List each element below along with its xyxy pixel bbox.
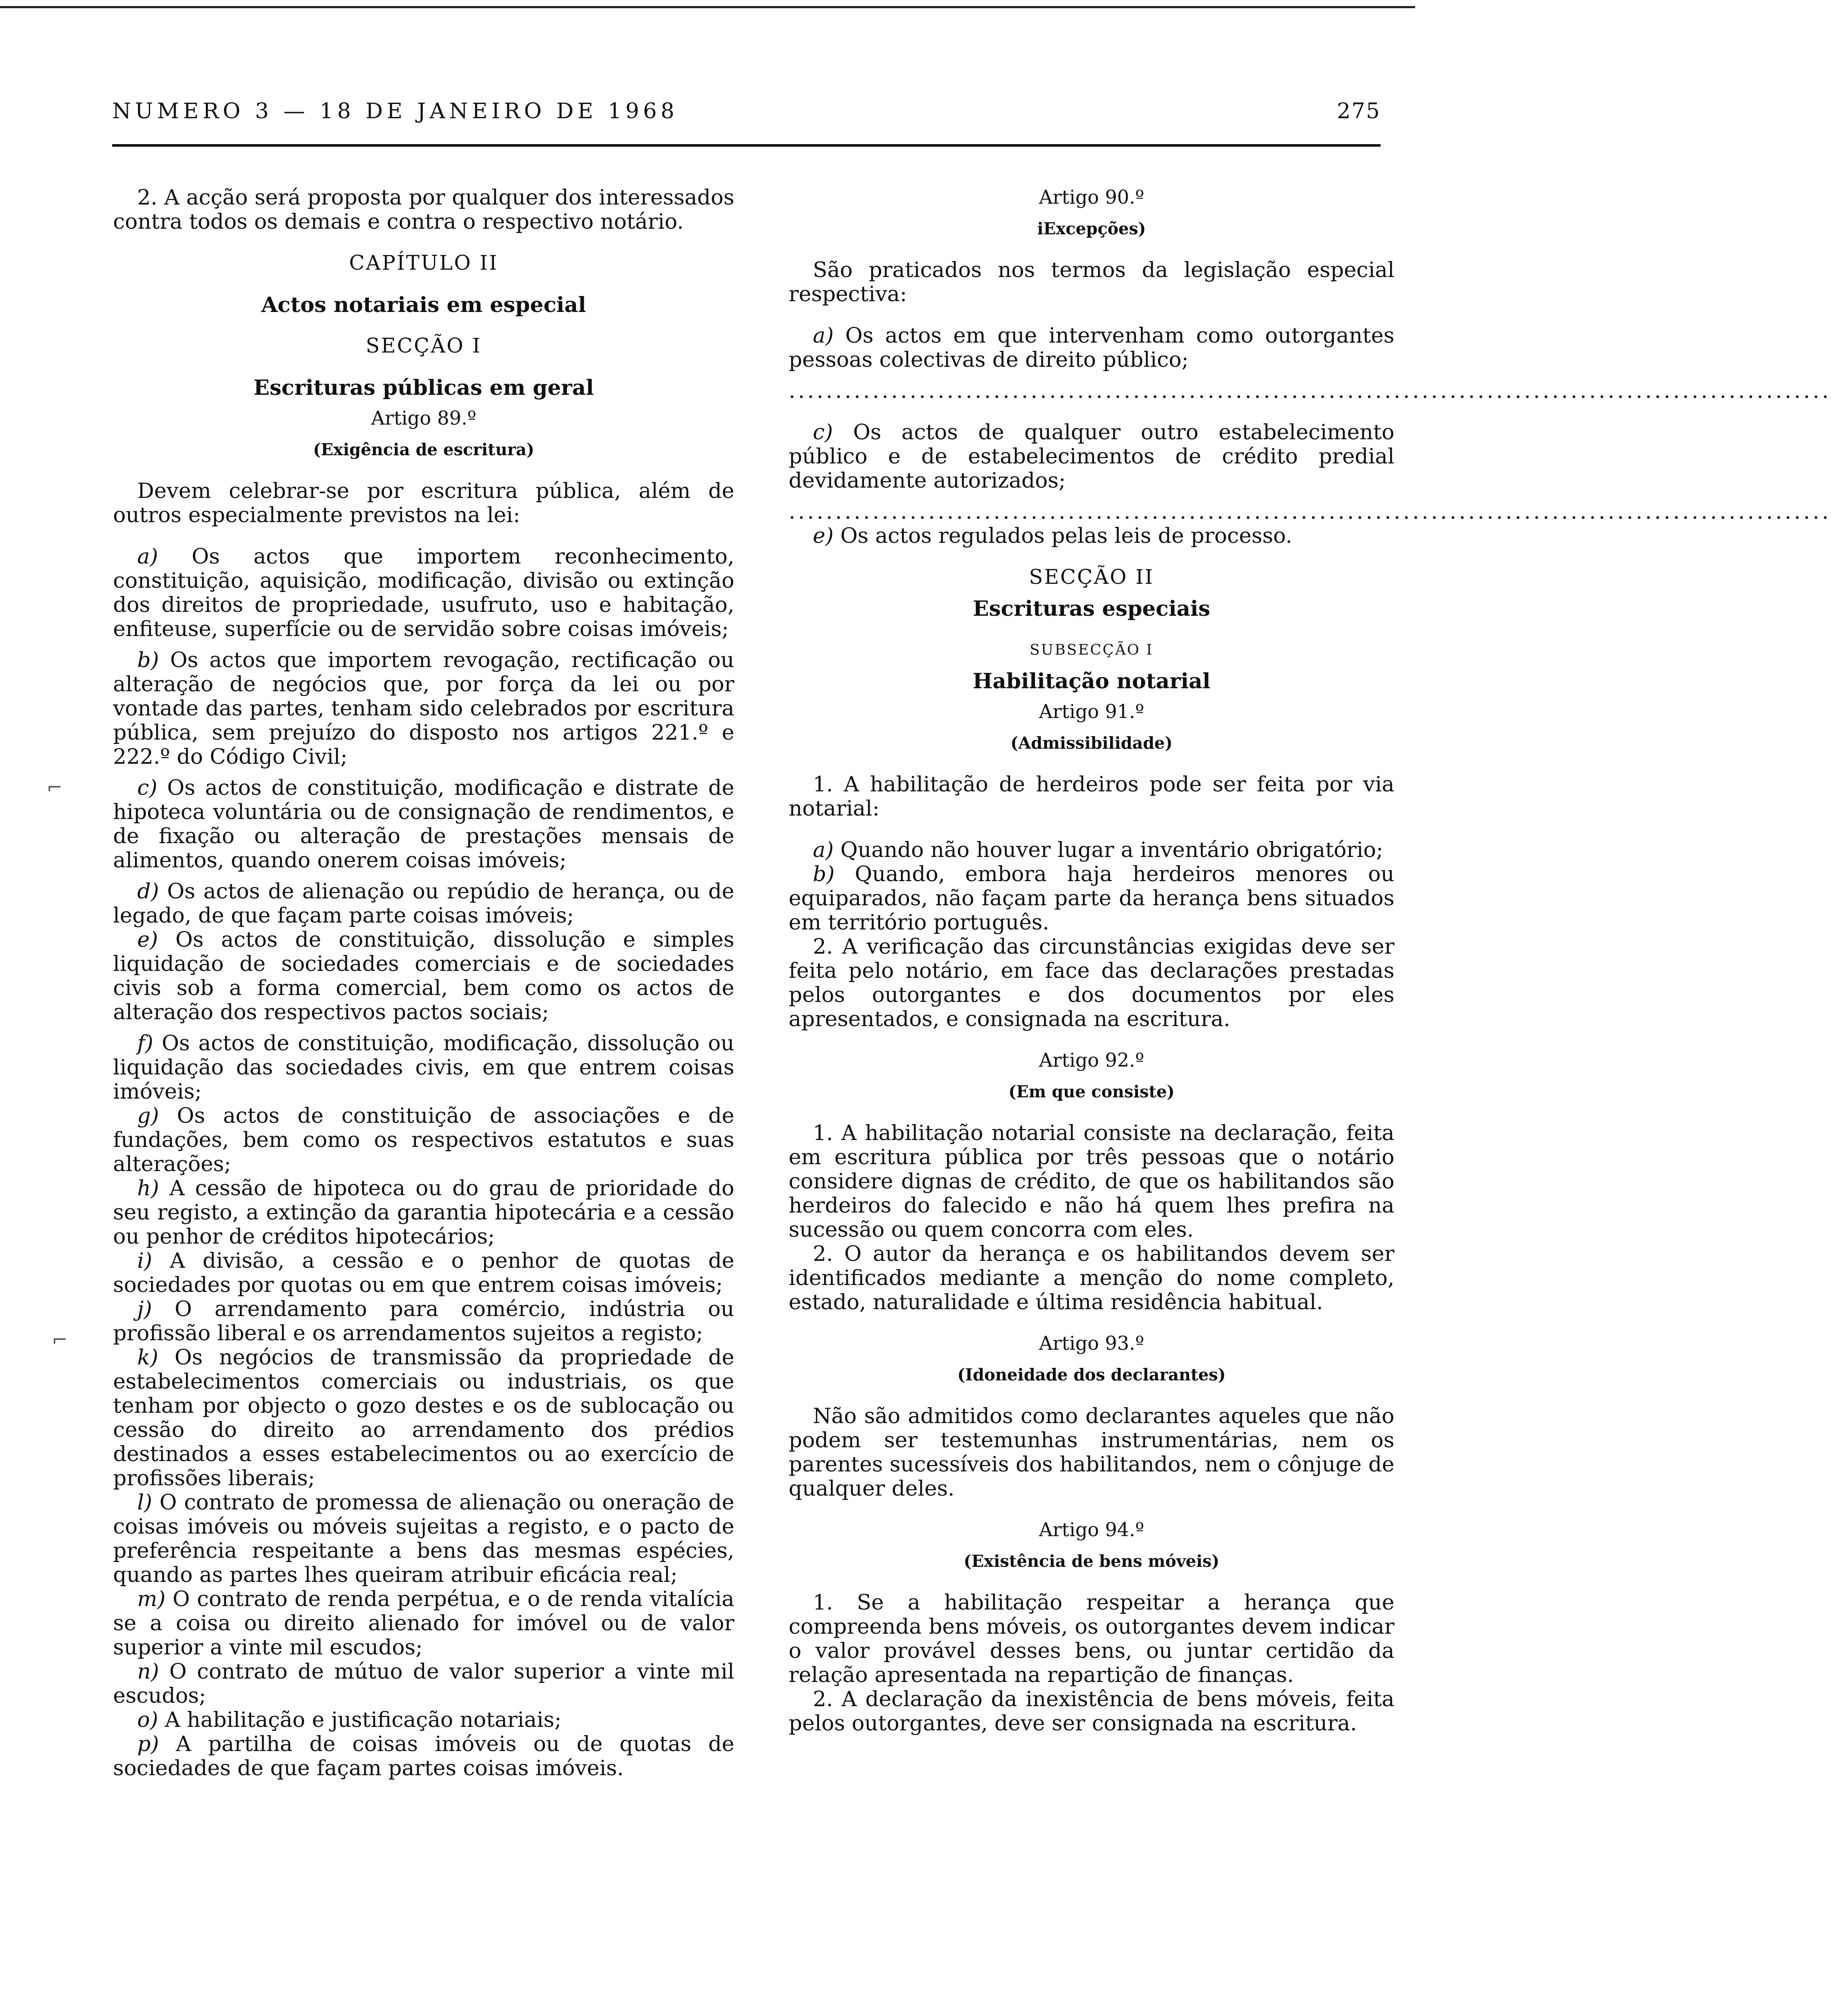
left-column — [113, 186, 734, 1780]
margin-annotation-mark: ⌐ — [52, 1329, 68, 1351]
item-letter: g) — [137, 1103, 159, 1128]
paragraph: 2. A verificação das circunstâncias exigidas deve ser feita pelo notário, em face das declarações prestadas pelos outorgantes e dos documentos por eles apresentados, e consignada na escritura. — [789, 934, 1394, 1031]
item-letter: e) — [137, 927, 158, 952]
item-text: Os actos que importem reconhecimento, constituição, aquisição, modificação, divisão ou extinção dos direitos de propriedade, usufruto, uso e habitação, enfiteuse, superfície ou de servidão sobre coisas imóveis; — [113, 544, 734, 641]
article-heading: Artigo 91.º — [1039, 701, 1144, 723]
list-item — [113, 1587, 734, 1660]
item-text: Os actos em que intervenham como outorgantes pessoas colectivas de direito público; — [789, 323, 1394, 372]
item-text: Os actos de constituição, modificação, dissolução ou liquidação das sociedades civis, em que entrem coisas imóveis; — [113, 1031, 734, 1104]
list-item — [789, 524, 1394, 548]
chapter-title: Actos notariais em especial — [261, 292, 586, 317]
item-letter: o) — [137, 1707, 158, 1732]
paragraph: 2. A acção será proposta por qualquer dos interessados contra todos os demais e contra o respectivo notário. — [113, 185, 734, 234]
page-header — [112, 98, 1381, 133]
paragraph: 2. A declaração da inexistência de bens móveis, feita pelos outorgantes, deve ser consignada na escritura. — [789, 1687, 1394, 1736]
paragraph: Não são admitidos como declarantes aqueles que não podem ser testemunhas instrumentárias, nem os parentes sucessíveis dos habilitandos, nem o cônjuge de qualquer deles. — [789, 1404, 1394, 1501]
item-letter: c) — [137, 775, 157, 800]
item-letter: f) — [137, 1031, 154, 1055]
item-letter: l) — [137, 1490, 152, 1515]
article-heading: Artigo 90.º — [1039, 186, 1144, 208]
omission-dots: ................................................................................................................ — [789, 378, 1831, 403]
paragraph: 1. A habilitação de herdeiros pode ser feita por via notarial: — [789, 772, 1394, 821]
item-letter: a) — [813, 323, 834, 348]
list-item — [789, 838, 1394, 862]
section-title: Escrituras públicas em geral — [253, 375, 594, 400]
item-letter: m) — [137, 1587, 166, 1611]
article-rubric: (Em que consiste) — [1008, 1082, 1175, 1101]
item-text: Os negócios de transmissão da propriedade de estabelecimentos comerciais ou industriais, os que tenham por objecto o gozo destes e os de sublocação ou cessão do direito ao arrendamento dos prédios destinados a esses estabelecimentos ou ao exercício de profissões liberais; — [113, 1345, 734, 1490]
item-text: O contrato de mútuo de valor superior a vinte mil escudos; — [113, 1659, 734, 1708]
list-item — [789, 420, 1394, 493]
list-item — [113, 776, 734, 873]
article-heading: Artigo 92.º — [1039, 1049, 1144, 1071]
item-text: Quando, embora haja herdeiros menores ou equiparados, não façam parte da herança bens situados em território português. — [789, 862, 1394, 935]
article-heading: Artigo 94.º — [1039, 1519, 1144, 1541]
list-item — [113, 1249, 734, 1297]
item-letter: j) — [137, 1297, 152, 1321]
item-text: Os actos de constituição de associações e de fundações, bem como os respectivos estatutos e suas alterações; — [113, 1103, 734, 1176]
paragraph: 1. A habilitação notarial consiste na declaração, feita em escritura pública por três pessoas que o notário considere dignas de crédito, de que os habilitandos são herdeiros do falecido e não há quem lhes prefira na sucessão ou quem concorra com eles. — [789, 1121, 1394, 1242]
right-column — [789, 186, 1831, 1736]
list-item — [789, 324, 1394, 372]
article-rubric: (Exigência de escritura) — [313, 440, 535, 459]
article-rubric: iExcepções) — [1037, 219, 1146, 238]
item-letter: e) — [813, 523, 834, 548]
item-letter: a) — [813, 838, 834, 862]
article-intro: São praticados nos termos da legislação especial respectiva: — [789, 258, 1394, 306]
list-item — [113, 1345, 734, 1490]
item-text: O contrato de promessa de alienação ou oneração de coisas imóveis ou móveis sujeitas a registo, e o pacto de preferência respeitante a bens das mesmas espécies, quando as partes lhes queiram atribuir eficácia real; — [113, 1490, 734, 1587]
item-text: Os actos regulados pelas leis de processo. — [834, 523, 1293, 548]
article-rubric: (Admissibilidade) — [1010, 733, 1173, 753]
article-rubric: (Existência de bens móveis) — [963, 1551, 1220, 1571]
omission-dots: ................................................................................................................ — [789, 499, 1831, 524]
item-text: Os actos de qualquer outro estabelecimento público e de estabelecimentos de crédito predial devidamente autorizados; — [789, 420, 1394, 493]
subsection-heading: SUBSECÇÃO I — [1029, 641, 1154, 658]
item-text: A divisão, a cessão e o penhor de quotas de sociedades por quotas ou em que entrem coisas imóveis; — [113, 1248, 734, 1297]
item-letter: a) — [137, 544, 158, 569]
item-letter: p) — [137, 1732, 159, 1756]
item-text: Os actos que importem revogação, rectificação ou alteração de negócios que, por força da lei ou por vontade das partes, tenham sido celebrados por escritura pública, sem prejuízo do disposto nos artigos 221.º e 222.º do Código Civil; — [113, 648, 734, 769]
item-text: Os actos de constituição, modificação e distrate de hipoteca voluntária ou de consignação de rendimentos, e de fixação ou alteração de prestações mensais de alimentos, quando onerem coisas imóveis; — [113, 775, 734, 873]
item-text: A cessão de hipoteca ou do grau de prioridade do seu registo, a extinção da garantia hipotecária e a cessão ou penhor de créditos hipotecários; — [113, 1176, 734, 1249]
article-heading: Artigo 93.º — [1039, 1332, 1144, 1354]
section-heading: SECÇÃO I — [365, 334, 482, 358]
item-letter: n) — [137, 1659, 159, 1684]
item-text: Os actos de alienação ou repúdio de herança, ou de legado, de que façam parte coisas imóveis; — [113, 879, 734, 928]
item-text: A habilitação e justificação notariais; — [158, 1707, 562, 1732]
chapter-heading: CAPÍTULO II — [349, 251, 498, 275]
item-text: O contrato de renda perpétua, e o de renda vitalícia se a coisa ou direito alienado for imóvel ou de valor superior a vinte mil escudos; — [113, 1587, 734, 1660]
issue-date-header: NUMERO 3 — 18 DE JANEIRO DE 1968 — [112, 98, 679, 123]
header-rule — [112, 144, 1381, 147]
scan-edge-line — [0, 6, 1415, 8]
item-letter: i) — [137, 1248, 152, 1273]
list-item — [113, 648, 734, 769]
list-item — [113, 1732, 734, 1780]
article-heading: Artigo 89.º — [371, 407, 476, 429]
page-number: 275 — [1337, 98, 1381, 123]
list-item — [113, 545, 734, 641]
list-item — [113, 1708, 734, 1732]
margin-annotation-mark: ⌐ — [47, 777, 63, 799]
item-text: Os actos de constituição, dissolução e simples liquidação de sociedades comerciais e de sociedades civis sob a forma comercial, bem como os actos de alteração dos respectivos pactos sociais; — [113, 927, 734, 1024]
list-item — [113, 1104, 734, 1176]
item-letter: d) — [137, 879, 159, 904]
list-item — [113, 1031, 734, 1104]
article-rubric: (Idoneidade dos declarantes) — [957, 1365, 1226, 1384]
item-letter: c) — [813, 420, 833, 444]
paragraph: 2. O autor da herança e os habilitandos devem ser identificados mediante a menção do nome completo, estado, naturalidade e última residência habitual. — [789, 1241, 1394, 1314]
list-item — [113, 1176, 734, 1249]
paragraph: 1. Se a habilitação respeitar a herança que compreenda bens móveis, os outorgantes devem indicar o valor provável desses bens, ou juntar certidão da relação apresentada na repartição de finanças. — [789, 1590, 1394, 1687]
item-letter: h) — [137, 1176, 159, 1200]
list-item — [789, 862, 1394, 935]
list-item — [113, 1660, 734, 1708]
subsection-title: Habilitação notarial — [972, 668, 1211, 693]
list-item — [113, 1490, 734, 1587]
item-text: Quando não houver lugar a inventário obrigatório; — [834, 838, 1383, 862]
section-heading: SECÇÃO II — [1029, 565, 1154, 589]
item-letter: k) — [137, 1345, 158, 1370]
item-letter: b) — [137, 648, 159, 672]
article-intro: Devem celebrar-se por escritura pública, além de outros especialmente previstos na lei: — [113, 479, 734, 527]
section-title: Escrituras especiais — [972, 596, 1211, 621]
item-letter: b) — [813, 862, 835, 886]
list-item — [113, 879, 734, 928]
list-item — [113, 1297, 734, 1345]
item-text: O arrendamento para comércio, indústria ou profissão liberal e os arrendamentos sujeitos a registo; — [113, 1297, 734, 1345]
item-text: A partilha de coisas imóveis ou de quotas de sociedades de que façam partes coisas imóveis. — [113, 1732, 734, 1780]
list-item — [113, 928, 734, 1024]
